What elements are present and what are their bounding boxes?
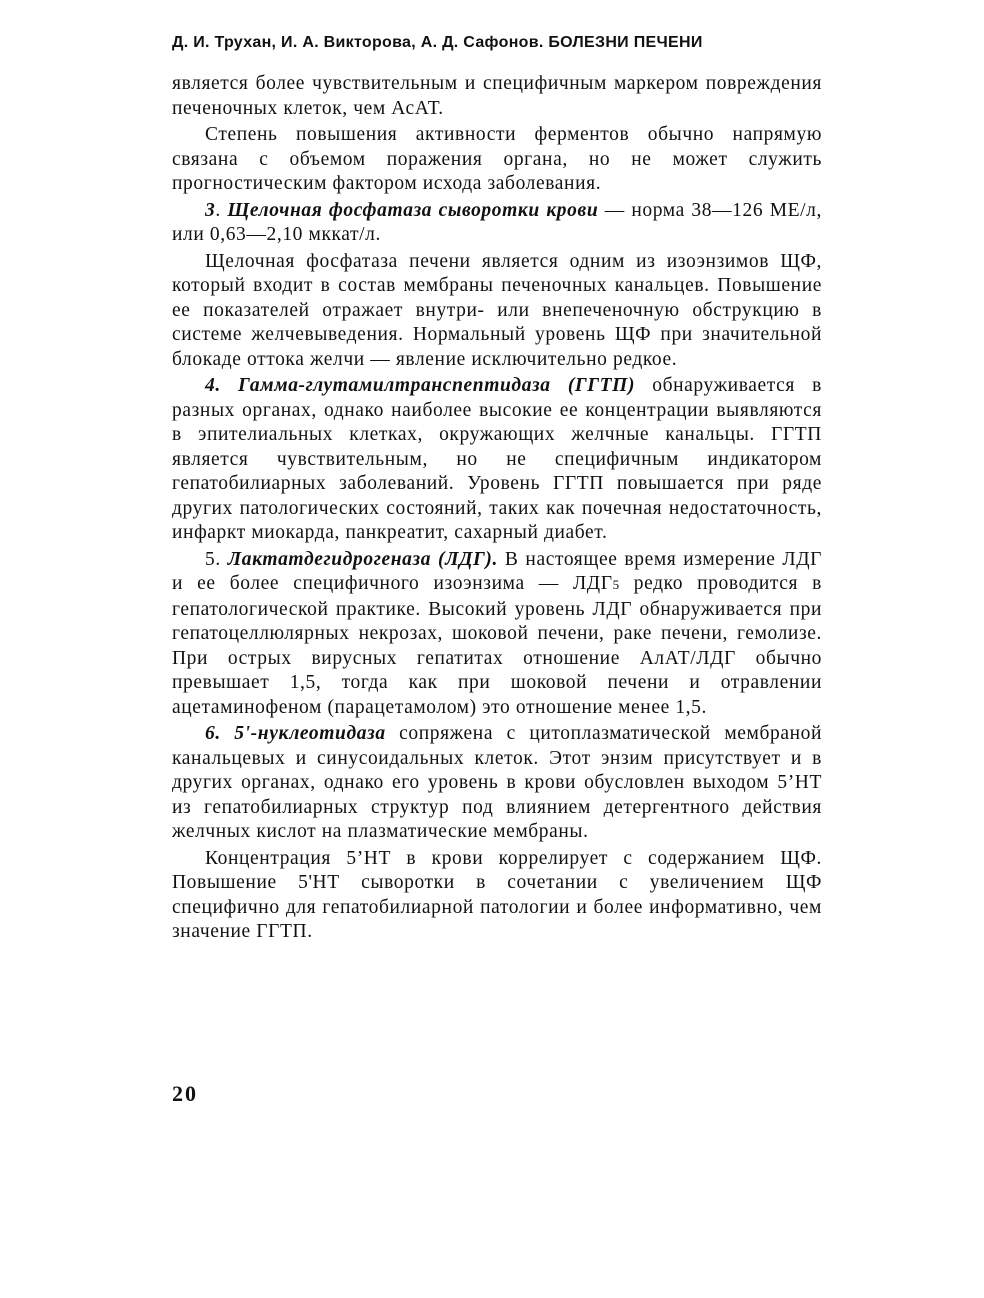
paragraph-ggt [172,374,822,546]
paragraph-text: обнаруживается в разных органах, однако наиболее высокие ее концентрации выявляются в эпителиальных клетках, окружающих желчные канальцы. ГГТП является чувствительным, но не специфичным индикатором гепатобилиарных заболеваний. Уровень ГГТП повышается при ряде других патологических состояний, таких как почечная недостаточность, инфаркт миокарда, панкреатит, сахарный диабет. [172,375,822,543]
subscript: 5 [612,577,620,592]
paragraph-ldh [172,548,822,721]
term-ldh: Лактатдегидрогеназа (ЛДГ). [227,548,498,570]
paragraph-5-nucleotidase [172,722,822,845]
paragraph-text: редко проводится в гепатологической практике. Высокий уровень ЛДГ обнаруживается при гепатоцеллюлярных некрозах, шоковой печени, раке печени, гемолизе. При острых вирусных гепатитах отношение АлАТ/ЛДГ обычно превышает 1,5, тогда как при шоковой печени и отравлении ацетаминофеном (парацетамолом) это отношение менее 1,5. [172,573,822,718]
page-number: 20 [172,1081,198,1106]
term-5-nucleotidase: 6. 5'-нуклеотидаза [205,723,386,744]
term-ggt: 4. Гамма-глутамилтранспептидаза (ГГТП) [205,375,636,396]
term-alkaline-phosphatase: Щелочная фосфатаза сыворотки крови [227,199,599,221]
paragraph-enzyme-activity: Степень повышения активности ферментов обычно напрямую связана с объемом поражения органа, но не может служить прогностическим фактором исхода заболевания. [172,124,822,194]
body-text [172,72,822,945]
item-number: 3 [205,199,216,221]
item-number: 5. [205,548,221,570]
paragraph-continuation: является более чувствительным и специфичным маркером повреждения печеночных клеток, чем АсАТ. [172,73,822,119]
paragraph-alkaline-phosphatase-norm: 3. Щелочная фосфатаза сыворотки крови — норма 38—126 МЕ/л, или 0,63—2,10 мккат/л. [172,199,822,245]
book-page [172,30,822,945]
paragraph-text: сопряжена с цитоплазматической мембраной канальцевых и синусоидальных клеток. Этот энзим присутствует и в других органах, однако его уровень в крови обусловлен выходом 5’НТ из гепатобилиарных структур под влиянием детергентного действия желчных кислот на плазматические мембраны. [172,723,823,842]
paragraph-text: — норма 38—126 МЕ/л, или 0,63—2,10 мккат/л. [172,199,822,245]
running-head: Д. И. Трухан, И. А. Викторова, А. Д. Сафонов. БОЛЕЗНИ ПЕЧЕНИ [172,34,703,51]
paragraph-alkaline-phosphatase: Щелочная фосфатаза печени является одним из изоэнзимов ЩФ, который входит в состав мембраны печеночных канальцев. Повышение ее показателей отражает внутри- или внепеченочную обструкцию в системе желчевыведения. Нормальный уровень ЩФ при значительной блокаде оттока желчи — явление исключительно редкое. [172,250,822,370]
paragraph-5nt-concentration: Концентрация 5’НТ в крови коррелирует с содержанием ЩФ. Повышение 5'НТ сыворотки в сочетании с увеличением ЩФ специфично для гепатобилиарной патологии и более информативно, чем значение ГГТП. [172,847,822,942]
paragraph-text: В настоящее время измерение ЛДГ и ее более специфичного изоэнзима — ЛДГ [172,548,822,594]
